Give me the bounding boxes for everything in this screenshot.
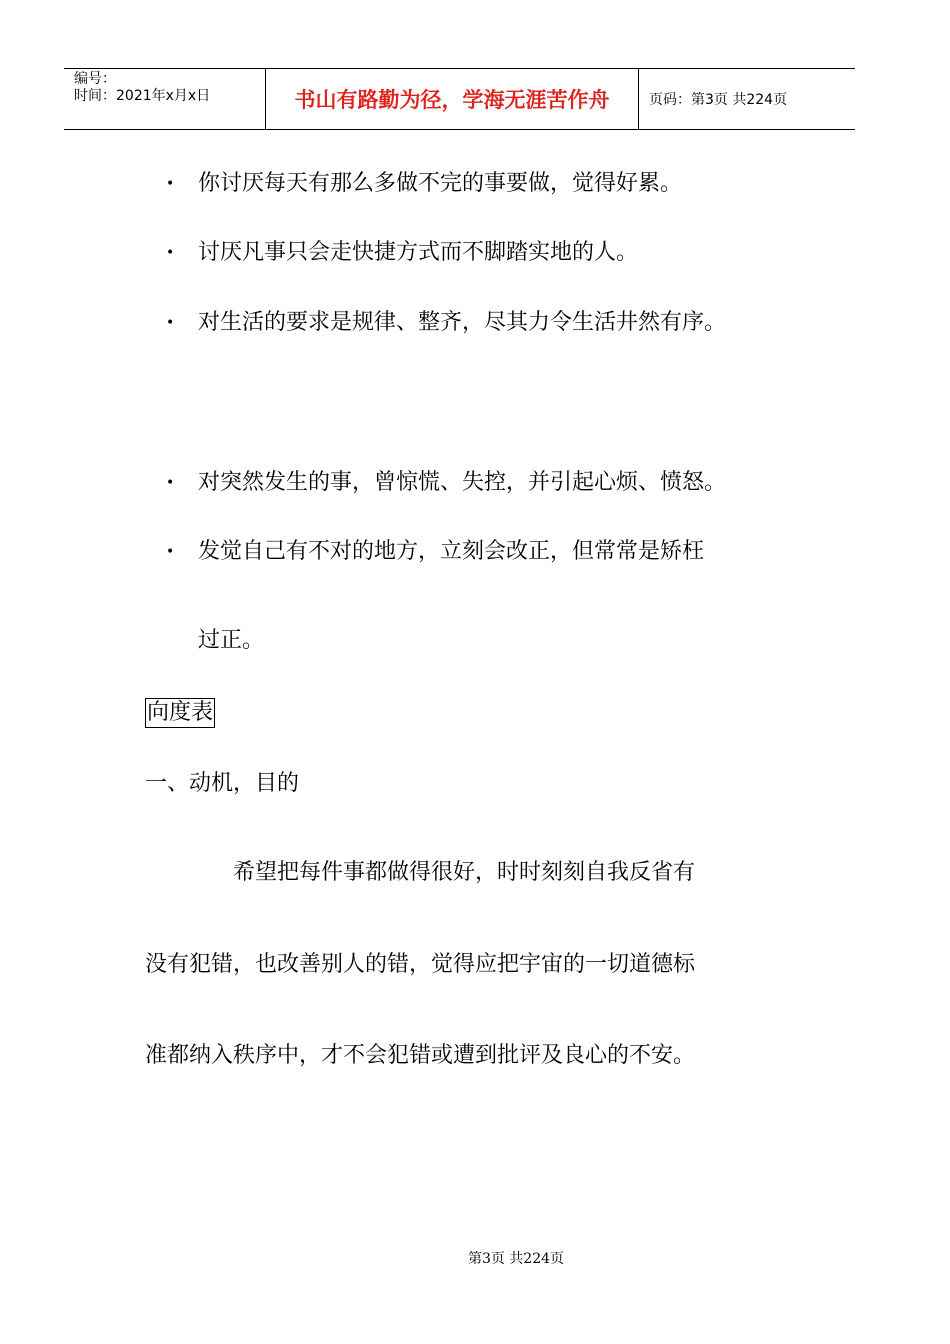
paragraph-line: 希望把每件事都做得很好，时时刻刻自我反省有 [233,860,696,885]
document-time-label: 时间：2021年x月x日 [74,88,211,104]
header-motto-cell [266,69,639,129]
boxed-heading: 向度表 [145,698,215,728]
bullet-dot-icon: • [166,475,175,491]
bullet-text: 发觉自己有不对的地方，立刻会改正，但常常是矫枉 [198,539,705,564]
bullet-dot-icon: • [166,245,175,261]
bullet-dot-icon: • [166,176,175,192]
bullet-item [166,537,866,567]
bullet-dot-icon: • [166,315,175,331]
bullet-item [166,308,866,338]
bullet-item [166,468,866,498]
bullet-text: 对突然发生的事，曾惊慌、失控，并引起心烦、愤怒。 [198,470,727,495]
bullet-text: 讨厌凡事只会走快捷方式而不脚踏实地的人。 [198,240,639,265]
bullet-item [166,169,866,199]
paragraph-line: 没有犯错，也改善别人的错，觉得应把宇宙的一切道德标 [145,952,696,977]
bullet-item [166,238,866,268]
section-heading: 一、动机，目的 [145,771,300,796]
header-page-info: 页码：第3页 共224页 [649,92,788,108]
bullet-dot-icon: • [166,544,175,560]
bullet-continuation: 过正。 [198,628,265,653]
page-footer: 第3页 共224页 [467,1251,565,1267]
document-number-label: 编号： [74,71,116,87]
page-header [64,68,855,130]
bullet-text: 对生活的要求是规律、整齐，尽其力令生活井然有序。 [198,310,727,335]
header-motto: 书山有路勤为径，学海无涯苦作舟 [294,88,610,112]
bullet-text: 你讨厌每天有那么多做不完的事要做，觉得好累。 [198,171,683,196]
header-page-cell [639,69,855,129]
paragraph-line: 准都纳入秩序中，才不会犯错或遭到批评及良心的不安。 [145,1043,696,1068]
header-meta-cell [64,69,266,129]
